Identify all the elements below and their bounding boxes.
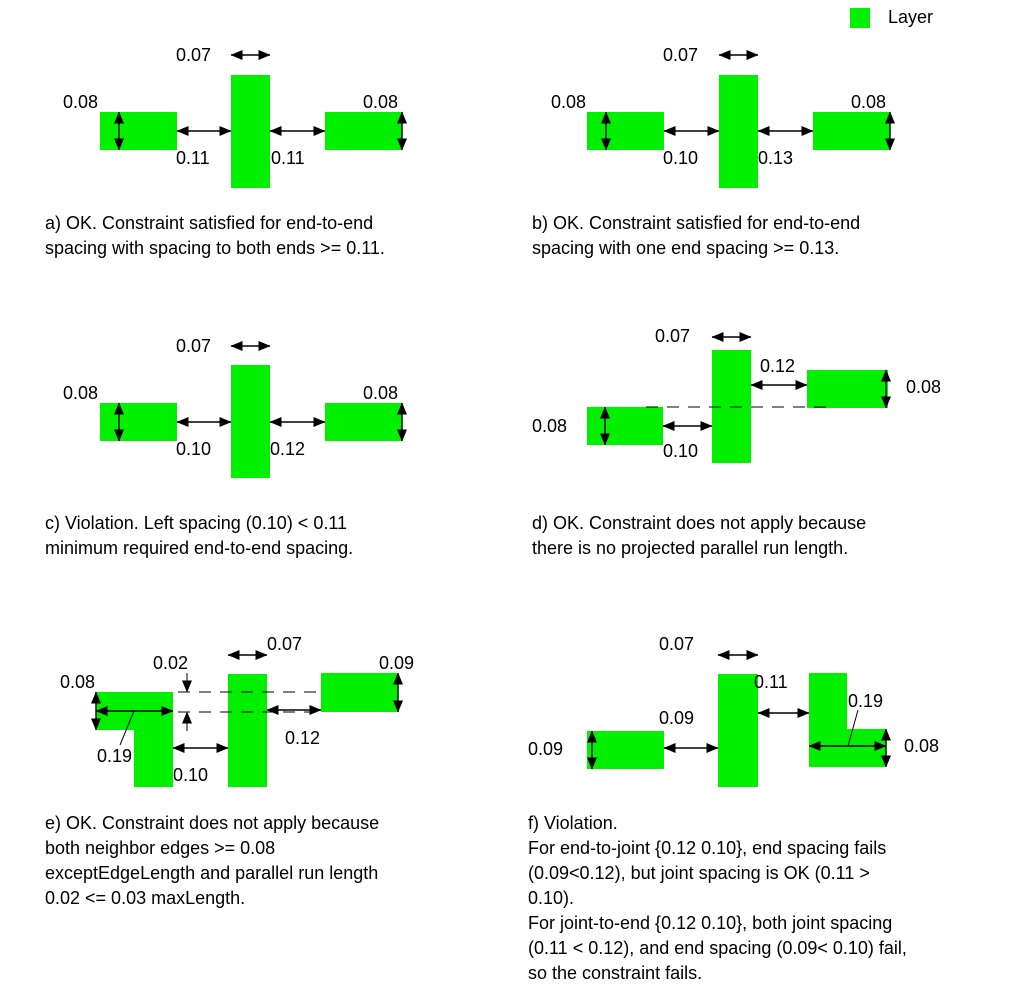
caption-line: both neighbor edges >= 0.08 xyxy=(45,838,276,858)
left-space-label: 0.10 xyxy=(663,441,699,461)
caption-line: e) OK. Constraint does not apply because xyxy=(45,813,380,833)
caption-c xyxy=(45,511,353,561)
caption-line: spacing with one end spacing >= 0.13. xyxy=(532,238,840,258)
right-end-label: 0.08 xyxy=(904,736,940,756)
left-wire xyxy=(587,731,664,769)
width-label: 0.07 xyxy=(267,634,303,654)
panel-f xyxy=(528,634,939,787)
left-space-label: 0.11 xyxy=(176,148,210,168)
width-label: 0.07 xyxy=(176,336,212,356)
right-end-label: 0.08 xyxy=(363,92,399,112)
left-wire xyxy=(587,112,664,150)
center-wire xyxy=(718,674,758,787)
right-space-label: 0.13 xyxy=(758,148,794,168)
caption-a xyxy=(45,211,385,261)
right-wire xyxy=(807,370,888,408)
right-end-label: 0.08 xyxy=(851,92,887,112)
caption-line: b) OK. Constraint satisfied for end-to-end xyxy=(532,213,861,233)
prl-label: 0.02 xyxy=(153,653,189,673)
right-wire xyxy=(813,112,890,150)
left-end-label: 0.08 xyxy=(551,92,587,112)
caption-f xyxy=(528,811,907,986)
center-wire xyxy=(228,674,267,787)
caption-line: For end-to-joint {0.12 0.10}, end spacing fails xyxy=(528,838,887,858)
caption-line: a) OK. Constraint satisfied for end-to-end xyxy=(45,213,374,233)
caption-line: c) Violation. Left spacing (0.10) < 0.11 xyxy=(45,513,348,533)
left-space-label: 0.10 xyxy=(663,148,699,168)
width-label: 0.07 xyxy=(659,634,695,654)
left-end-label: 0.09 xyxy=(528,739,564,759)
caption-line: (0.09<0.12), but joint spacing is OK (0.11 > xyxy=(528,863,870,883)
caption-d xyxy=(532,511,866,561)
caption-line: For joint-to-end {0.12 0.10}, both joint spacing xyxy=(528,913,893,933)
caption-b xyxy=(532,211,860,261)
l-shaped-wire xyxy=(809,673,886,767)
caption-line: exceptEdgeLength and parallel run length xyxy=(45,863,379,883)
caption-line: d) OK. Constraint does not apply because xyxy=(532,513,867,533)
right-space-label: 0.12 xyxy=(760,356,796,376)
panel-d xyxy=(532,326,941,463)
left-end-label: 0.08 xyxy=(60,672,96,692)
legend-swatch xyxy=(850,8,870,28)
panel-c xyxy=(63,336,402,478)
right-wire xyxy=(321,673,398,712)
left-end-label: 0.08 xyxy=(532,416,568,436)
caption-line: so the constraint fails. xyxy=(528,963,703,983)
legend-label: Layer xyxy=(888,7,934,27)
caption-line: minimum required end-to-end spacing. xyxy=(45,538,354,558)
left-end-label: 0.08 xyxy=(63,383,99,403)
right-end-label: 0.09 xyxy=(379,653,415,673)
center-wire xyxy=(719,75,758,188)
width-label: 0.07 xyxy=(176,45,212,65)
legend xyxy=(850,7,933,28)
left-wire xyxy=(100,403,177,441)
right-wire xyxy=(325,112,402,150)
width-label: 0.07 xyxy=(655,326,691,346)
center-wire xyxy=(231,365,270,478)
left-space-label: 0.10 xyxy=(176,439,212,459)
caption-line: f) Violation. xyxy=(528,813,618,833)
right-space-label: 0.12 xyxy=(285,728,321,748)
right-space-label: 0.12 xyxy=(270,439,306,459)
right-space-label: 0.11 xyxy=(271,148,305,168)
panel-b xyxy=(551,45,890,188)
left-wire xyxy=(587,407,663,445)
caption-line: 0.02 <= 0.03 maxLength. xyxy=(45,888,246,908)
center-wire xyxy=(231,75,270,188)
panel-e xyxy=(60,634,414,787)
left-end-label: 0.08 xyxy=(63,92,99,112)
left-space-label: 0.10 xyxy=(173,765,209,785)
right-end-label: 0.08 xyxy=(906,377,942,397)
right-wire xyxy=(325,403,402,441)
l-shaped-wire xyxy=(96,692,173,787)
caption-line: (0.11 < 0.12), and end spacing (0.09< 0.10) fail, xyxy=(528,938,907,958)
joint-space-label: 0.11 xyxy=(754,672,788,692)
caption-line: spacing with spacing to both ends >= 0.11. xyxy=(45,238,385,258)
caption-line: 0.10). xyxy=(528,888,575,908)
right-end-label: 0.08 xyxy=(363,383,399,403)
caption-line: there is no projected parallel run length. xyxy=(532,538,849,558)
left-wire xyxy=(100,112,177,150)
edge-length-label: 0.19 xyxy=(97,746,133,766)
left-space-label: 0.09 xyxy=(659,708,695,728)
width-label: 0.07 xyxy=(663,45,699,65)
caption-e xyxy=(45,811,379,911)
edge-length-label: 0.19 xyxy=(848,691,884,711)
panel-a xyxy=(63,45,402,188)
